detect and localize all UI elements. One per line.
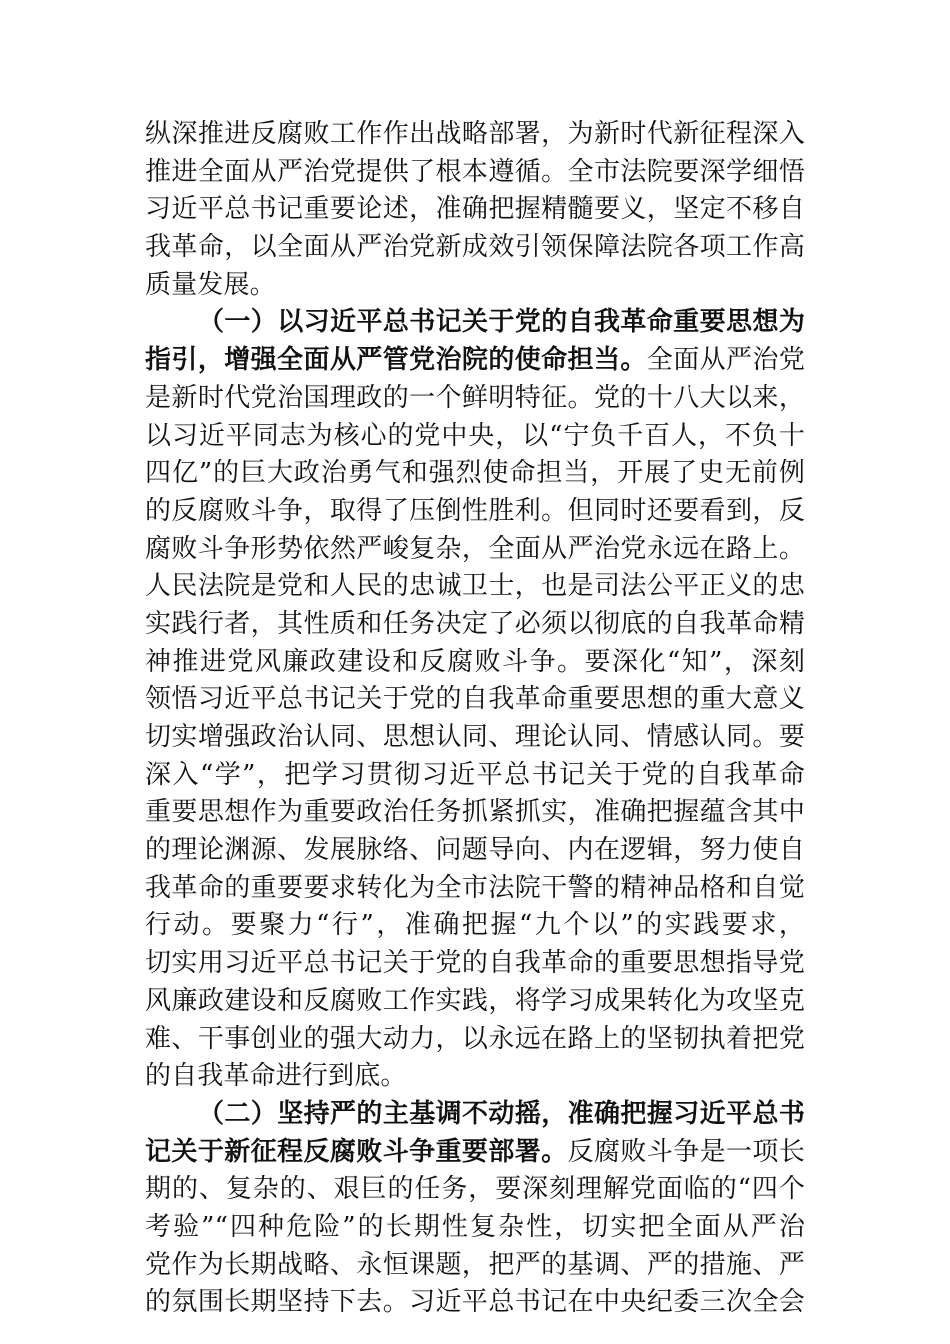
body-text-run: 深入“学”，把学习贯彻习近平总书记关于党的自我革命 — [145, 759, 805, 790]
text-line — [145, 1021, 805, 1059]
text-line — [145, 1134, 805, 1172]
heading-text: （一）以习近平总书记关于党的自我革命重要思想为 — [198, 307, 805, 338]
body-text-run: 的反腐败斗争，取得了压倒性胜利。但同时还要看到，反 — [145, 495, 805, 526]
text-line — [145, 267, 805, 305]
text-line — [145, 568, 805, 606]
text-line — [145, 1171, 805, 1209]
text-line — [145, 191, 805, 229]
heading-text: （二）坚持严的主基调不动摇，准确把握习近平总书 — [198, 1098, 805, 1129]
text-line — [145, 757, 805, 795]
text-line — [145, 719, 805, 757]
body-text-run: 以习近平同志为核心的党中央，以“宁负千百人，不负十 — [145, 420, 805, 451]
body-text-run: 全面从严治党 — [646, 345, 805, 376]
text-line — [145, 1247, 805, 1285]
body-text-run: 领悟习近平总书记关于党的自我革命重要思想的重大意义 — [145, 684, 805, 715]
text-line — [145, 380, 805, 418]
body-text-run: 的理论渊源、发展脉络、问题导向、内在逻辑，努力使自 — [145, 835, 805, 866]
body-text — [145, 116, 805, 1322]
heading-text: 记关于新征程反腐败斗争重要部署。 — [145, 1136, 568, 1167]
text-line — [145, 304, 805, 342]
body-text-run: 我革命的重要要求转化为全市法院干警的精神品格和自觉 — [145, 872, 805, 903]
paragraph-section-1 — [145, 304, 805, 1095]
text-line — [145, 1096, 805, 1134]
text-line — [145, 493, 805, 531]
body-text-run: 考验”“四种危险”的长期性复杂性，切实把全面从严治 — [145, 1211, 805, 1242]
body-text-run: 腐败斗争形势依然严峻复杂，全面从严治党永远在路上。 — [145, 533, 805, 564]
text-line — [145, 455, 805, 493]
text-line — [145, 1209, 805, 1247]
body-text-run: 的自我革命进行到底。 — [145, 1061, 407, 1092]
text-line — [145, 644, 805, 682]
text-line — [145, 945, 805, 983]
text-line — [145, 418, 805, 456]
body-text-run: 实践行者，其性质和任务决定了必须以彻底的自我革命精 — [145, 608, 805, 639]
body-text-run: 质量发展。 — [145, 269, 276, 300]
text-line — [145, 983, 805, 1021]
body-text-run: 纵深推进反腐败工作作出战略部署，为新时代新征程深入 — [145, 119, 805, 149]
heading-text: 指引，增强全面从严管党治院的使命担当。 — [145, 345, 647, 376]
body-text-run: 行动。要聚力“行”，准确把握“九个以”的实践要求， — [145, 910, 805, 941]
text-line — [145, 907, 805, 945]
text-line — [145, 1058, 805, 1096]
body-text-run: 反腐败斗争是一项长 — [567, 1136, 805, 1167]
body-text-run: 神推进党风廉政建设和反腐败斗争。要深化“知”，深刻 — [145, 646, 805, 677]
text-line — [145, 1284, 805, 1322]
body-text-run: 风廉政建设和反腐败工作实践，将学习成果转化为攻坚克 — [145, 985, 805, 1016]
body-text-run: 重要思想作为重要政治任务抓紧抓实，准确把握蕴含其中 — [145, 797, 805, 828]
body-text-run: 是新时代党治国理政的一个鲜明特征。党的十八大以来， — [145, 382, 805, 413]
body-text-run: 四亿”的巨大政治勇气和强烈使命担当，开展了史无前例 — [145, 458, 805, 489]
text-line — [145, 531, 805, 569]
text-line — [145, 681, 805, 719]
text-line — [145, 794, 805, 832]
body-text-run: 切实用习近平总书记关于党的自我革命的重要思想指导党 — [145, 948, 805, 979]
body-text-run: 人民法院是党和人民的忠诚卫士，也是司法公平正义的忠 — [145, 571, 805, 602]
body-text-run: 推进全面从严治党提供了根本遵循。全市法院要深学细悟 — [145, 156, 805, 187]
text-line — [145, 116, 805, 154]
text-line — [145, 229, 805, 267]
text-line — [145, 606, 805, 644]
body-text-run: 切实增强政治认同、思想认同、理论认同、情感认同。要 — [145, 722, 805, 752]
text-line — [145, 870, 805, 908]
text-line — [145, 154, 805, 192]
body-text-run: 习近平总书记重要论述，准确把握精髓要义，坚定不移自 — [145, 194, 805, 225]
paragraph-section-2 — [145, 1096, 805, 1322]
paragraph-intro — [145, 116, 805, 304]
body-text-run: 我革命，以全面从严治党新成效引领保障法院各项工作高 — [145, 232, 805, 263]
body-text-run: 难、干事创业的强大动力，以永远在路上的坚韧执着把党 — [145, 1023, 805, 1054]
text-line — [145, 342, 805, 380]
text-line — [145, 832, 805, 870]
body-text-run: 的氛围长期坚持下去。习近平总书记在中央纪委三次全会 — [145, 1287, 805, 1318]
body-text-run: 期的、复杂的、艰巨的任务，要深刻理解党面临的“四个 — [145, 1174, 805, 1205]
body-text-run: 党作为长期战略、永恒课题，把严的基调、严的措施、严 — [145, 1249, 805, 1280]
